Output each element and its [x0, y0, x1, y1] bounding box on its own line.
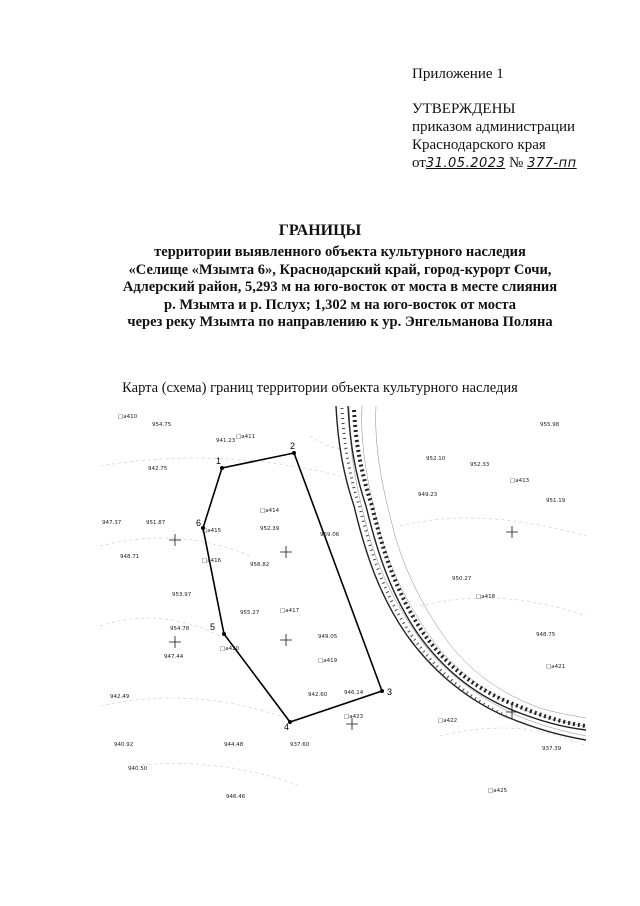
- grid-crosses: [169, 526, 518, 730]
- elevation-label: 942.60: [308, 692, 328, 698]
- elevation-label: 937.39: [542, 746, 562, 752]
- river: [336, 406, 586, 740]
- elevation-label: 952.39: [260, 526, 280, 532]
- approved-by-line-1: приказом администрации: [412, 119, 576, 135]
- elevation-label: □а421: [546, 664, 566, 670]
- elevation-label: 946.14: [344, 690, 364, 696]
- handwritten-date: 31.05.2023: [425, 156, 506, 171]
- point-label: 6: [196, 518, 202, 528]
- elevation-label: □а410: [118, 414, 138, 420]
- date-prefix: от: [412, 155, 426, 171]
- elevation-label: 951.19: [546, 498, 566, 504]
- elevation-label: 951.87: [146, 520, 166, 526]
- boundary-map: [100, 406, 586, 804]
- boundary-point-labels: [196, 441, 392, 732]
- elevation-label: 940.92: [114, 742, 134, 748]
- elevation-label: □а418: [476, 594, 496, 600]
- approved-title: УТВЕРЖДЕНЫ: [412, 101, 516, 117]
- subtitle-line: через реку Мзымта по направлению к ур. Энгельманова Поляна: [127, 314, 553, 330]
- elevation-label: □а419: [318, 658, 338, 664]
- elevation-label: 952.33: [470, 462, 490, 468]
- elevation-label: 955.27: [240, 610, 260, 616]
- approval-block: [412, 100, 577, 173]
- elevation-label: 948.75: [536, 632, 556, 638]
- elevation-label: 958.82: [250, 562, 270, 568]
- elevation-label: 949.05: [318, 634, 338, 640]
- elevation-label: 941.23: [216, 438, 236, 444]
- approval-date-line: [412, 154, 577, 173]
- subtitle-line: «Селище «Мзымта 6», Краснодарский край, город-курорт Сочи,: [128, 261, 552, 278]
- elevation-label: 953.97: [172, 592, 192, 598]
- elevation-label: 952.10: [426, 456, 446, 462]
- elevation-label: 942.49: [110, 694, 130, 700]
- elevation-label: 944.48: [224, 742, 244, 748]
- elevation-label: □а414: [260, 508, 280, 514]
- elevation-label: 954.78: [170, 626, 190, 632]
- elevation-label: 948.71: [120, 554, 140, 560]
- point-label: 4: [284, 722, 290, 732]
- elevation-label: 950.27: [452, 576, 472, 582]
- document-title: ГРАНИЦЫ: [278, 222, 362, 239]
- map-caption: Карта (схема) границ территории объекта культурного наследия: [122, 380, 518, 396]
- elevation-label: 947.37: [102, 520, 122, 526]
- handwritten-number: 377-пп: [527, 156, 577, 171]
- elevation-label: 959.06: [320, 532, 340, 538]
- point-label: 1: [216, 456, 222, 466]
- appendix-label: Приложение 1: [412, 66, 504, 82]
- subtitle-line: территории выявленного объекта культурного наследия: [154, 244, 526, 260]
- elevation-label: □а416: [202, 558, 222, 564]
- elevation-label: □а411: [236, 434, 256, 440]
- elevation-label: 955.98: [540, 422, 560, 428]
- elevation-label: □а417: [280, 608, 300, 614]
- map-background: [100, 436, 586, 786]
- elevation-label: □а425: [488, 788, 508, 794]
- approved-by-line-2: Краснодарского края: [412, 137, 546, 153]
- document-subtitle: [80, 244, 600, 332]
- point-label: 3: [387, 687, 393, 697]
- elevation-labels: [102, 414, 566, 800]
- elevation-label: □а415: [202, 528, 222, 534]
- elevation-label: 942.75: [148, 466, 168, 472]
- elevation-label: 954.75: [152, 422, 172, 428]
- elevation-label: 937.60: [290, 742, 310, 748]
- point-label: 5: [210, 622, 216, 632]
- elevation-label: 940.50: [128, 766, 148, 772]
- elevation-label: □а413: [510, 478, 530, 484]
- elevation-label: 946.46: [226, 794, 246, 800]
- elevation-label: □а420: [220, 646, 240, 652]
- elevation-label: 947.44: [164, 654, 184, 660]
- elevation-label: 949.23: [418, 492, 438, 498]
- subtitle-line: Адлерский район, 5,293 м на юго-восток от моста в месте слияния: [122, 279, 558, 295]
- point-label: 2: [290, 441, 296, 451]
- number-prefix: №: [509, 155, 524, 171]
- elevation-label: □а422: [438, 718, 458, 724]
- elevation-label: □а423: [344, 714, 364, 720]
- subtitle-line: р. Мзымта и р. Пслух; 1,302 м на юго-восток от моста: [164, 296, 516, 313]
